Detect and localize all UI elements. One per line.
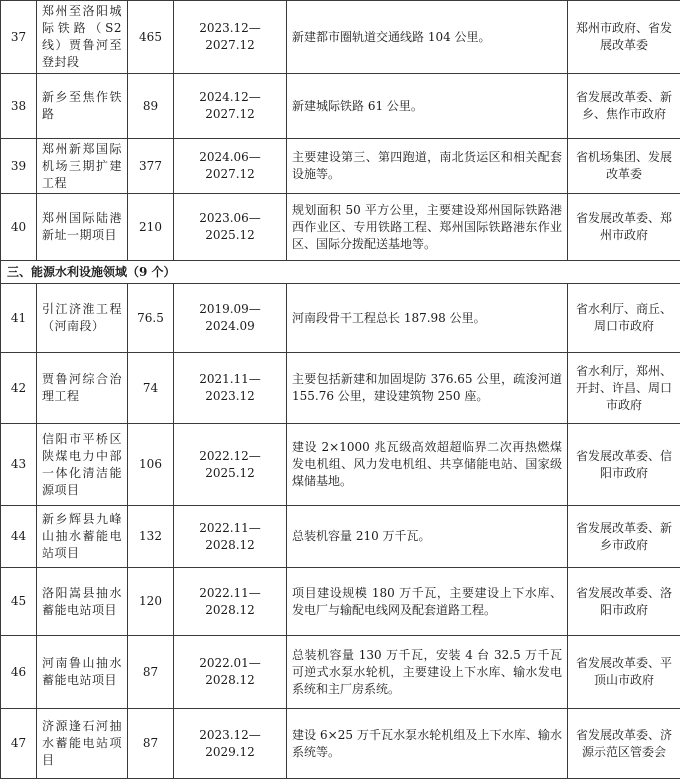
table-row: [1, 636, 680, 709]
content: 总装机容量 130 万千瓦，安装 4 台 32.5 万千瓦可逆式水泵水轮机，主要建设上下水库、输水发电系统和主厂房系统。: [287, 636, 568, 709]
period: 2022.11—2028.12: [174, 506, 287, 568]
project-name: 新乡至焦作铁路: [37, 74, 128, 139]
department: 省发展改革委、洛阳市政府: [568, 568, 680, 636]
investment: 377: [128, 139, 174, 194]
department: 省机场集团、发展改革委: [568, 139, 680, 194]
department: 省发展改革委、济源示范区管委会: [568, 709, 680, 779]
table-row: [1, 74, 680, 139]
project-name: 河南鲁山抽水蓄能电站项目: [37, 636, 128, 709]
content: 主要包括新建和加固堤防 376.65 公里，疏浚河道 155.76 公里，建设建筑物 250 座。: [287, 353, 568, 424]
investment: 106: [128, 424, 174, 506]
department: 省发展改革委、平顶山市政府: [568, 636, 680, 709]
investment: 76.5: [128, 284, 174, 353]
project-name: 引江济淮工程（河南段）: [37, 284, 128, 353]
department: 省发展改革委、新乡市政府: [568, 506, 680, 568]
row-number: 38: [1, 74, 37, 139]
project-name: 郑州国际陆港新址一期项目: [37, 194, 128, 261]
table-row: [1, 1, 680, 74]
department: 省发展改革委、郑州市政府: [568, 194, 680, 261]
investment: 210: [128, 194, 174, 261]
content: 项目建设规模 180 万千瓦，主要建设上下水库、发电厂与输配电线网及配套道路工程。: [287, 568, 568, 636]
section-header-row: [1, 261, 680, 284]
row-number: 43: [1, 424, 37, 506]
department: 省发展改革委、新乡、焦作市政府: [568, 74, 680, 139]
content: 河南段骨干工程总长 187.98 公里。: [287, 284, 568, 353]
content: 主要建设第三、第四跑道，南北货运区和相关配套设施等。: [287, 139, 568, 194]
project-name: 贾鲁河综合治理工程: [37, 353, 128, 424]
period: 2023.06—2025.12: [174, 194, 287, 261]
content: 规划面积 50 平方公里，主要建设郑州国际铁路港西作业区、专用铁路工程、郑州国际铁路港东作业区、国际分拨配送基地等。: [287, 194, 568, 261]
department: 郑州市政府、省发展改革委: [568, 1, 680, 74]
period: 2019.09—2024.09: [174, 284, 287, 353]
investment: 120: [128, 568, 174, 636]
table-row: [1, 709, 680, 779]
row-number: 41: [1, 284, 37, 353]
project-name: 新乡辉县九峰山抽水蓄能电站项目: [37, 506, 128, 568]
row-number: 44: [1, 506, 37, 568]
period: 2021.11—2023.12: [174, 353, 287, 424]
table-row: [1, 506, 680, 568]
row-number: 39: [1, 139, 37, 194]
content: 建设 6×25 万千瓦水泵水轮机组及上下水库、输水系统等。: [287, 709, 568, 779]
content: 新建都市圈轨道交通线路 104 公里。: [287, 1, 568, 74]
row-number: 42: [1, 353, 37, 424]
department: 省水利厅，郑州、开封、许昌、周口市政府: [568, 353, 680, 424]
investment: 132: [128, 506, 174, 568]
content: 新建城际铁路 61 公里。: [287, 74, 568, 139]
period: 2023.12—2027.12: [174, 1, 287, 74]
period: 2024.06—2027.12: [174, 139, 287, 194]
content: 建设 2×1000 兆瓦级高效超超临界二次再热燃煤发电机组、风力发电机组、共享储能电站、国家级煤储基地。: [287, 424, 568, 506]
investment: 87: [128, 636, 174, 709]
project-name: 郑州至洛阳城际铁路（S2线）贾鲁河至登封段: [37, 1, 128, 74]
row-number: 47: [1, 709, 37, 779]
investment: 465: [128, 1, 174, 74]
table-row: [1, 353, 680, 424]
period: 2024.12—2027.12: [174, 74, 287, 139]
table-row: [1, 568, 680, 636]
period: 2023.12—2029.12: [174, 709, 287, 779]
department: 省水利厅、商丘、周口市政府: [568, 284, 680, 353]
content: 总装机容量 210 万千瓦。: [287, 506, 568, 568]
row-number: 46: [1, 636, 37, 709]
period: 2022.01—2028.12: [174, 636, 287, 709]
table-row: [1, 284, 680, 353]
investment: 87: [128, 709, 174, 779]
project-name: 郑州新郑国际机场三期扩建工程: [37, 139, 128, 194]
section-title: 三、能源水利设施领域（9 个）: [1, 261, 680, 284]
table-row: [1, 139, 680, 194]
project-name: 洛阳嵩县抽水蓄能电站项目: [37, 568, 128, 636]
project-name: 济源逢石河抽水蓄能电站项目: [37, 709, 128, 779]
row-number: 37: [1, 1, 37, 74]
period: 2022.12—2025.12: [174, 424, 287, 506]
period: 2022.11—2028.12: [174, 568, 287, 636]
investment: 74: [128, 353, 174, 424]
row-number: 45: [1, 568, 37, 636]
table-row: [1, 194, 680, 261]
project-name: 信阳市平桥区陕煤电力中部一体化清洁能源项目: [37, 424, 128, 506]
row-number: 40: [1, 194, 37, 261]
department: 省发展改革委、信阳市政府: [568, 424, 680, 506]
table-row: [1, 424, 680, 506]
investment: 89: [128, 74, 174, 139]
